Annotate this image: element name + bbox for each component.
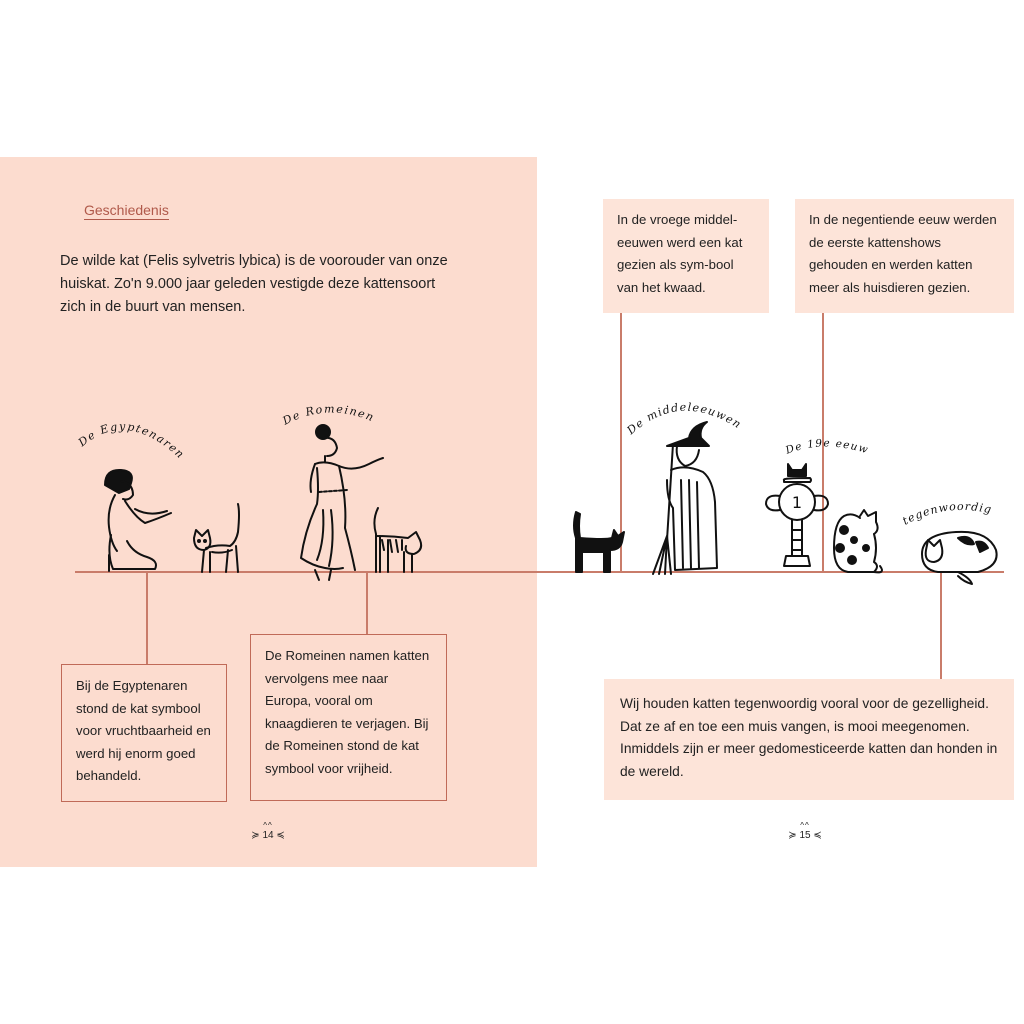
black-cat-illustration	[570, 508, 630, 574]
cat-ears-icon: ^^	[800, 821, 810, 830]
sleeping-cat-illustration	[918, 526, 1002, 588]
svg-text:tegenwoordig: tegenwoordig	[900, 499, 994, 528]
box-nineteenth: In de negentiende eeuw werden de eerste kattenshows gehouden en werden katten meer als huisdieren gezien.	[795, 199, 1014, 313]
svg-text:De 19e eeuw: De 19e eeuw	[784, 437, 871, 457]
connector-present	[940, 572, 942, 680]
cat-roman-illustration	[368, 506, 426, 576]
section-title: Geschiedenis	[84, 202, 169, 218]
box-romans: De Romeinen namen katten vervolgens mee naar Europa, vooral om knaagdieren te verjagen. Bij de Romeinen stond de kat symbool voor vrijheid.	[250, 634, 447, 801]
witch-illustration	[645, 420, 730, 575]
box-egyptians: Bij de Egyptenaren stond de kat symbool voor vruchtbaarheid en werd hij enorm goed behandeld.	[61, 664, 227, 802]
box-present: Wij houden katten tegenwoordig vooral voor de gezelligheid. Dat ze af en toe een muis vangen, is mooi meegenomen. Inmiddels zijn er meer gedomesticeerde katten dan honden in de wereld.	[604, 679, 1014, 800]
page-number-right: ^^ ≽ 15 ≼	[785, 822, 825, 841]
cat-egyptian-illustration	[188, 502, 248, 574]
spotted-cat-illustration	[830, 508, 890, 578]
connector-egyptians	[146, 572, 148, 664]
svg-text:De Romeinen: De Romeinen	[280, 402, 377, 428]
cat-ears-icon: ^^	[263, 821, 273, 830]
svg-text:De Egyptenaren: De Egyptenaren	[75, 420, 188, 462]
box-middle-ages: In de vroege middel-eeuwen werd een kat gezien als sym-bool van het kwaad.	[603, 199, 769, 313]
intro-text: De wilde kat (Felis sylvetris lybica) is de voorouder van onze huiskat. Zo'n 9.000 jaar geleden vestigde deze kattensoort zich in de buurt van mensen.	[60, 253, 448, 315]
svg-text:De middeleeuwen: De middeleeuwen	[624, 400, 745, 438]
egyptian-figure-illustration	[95, 465, 185, 575]
trophy-illustration	[762, 460, 832, 572]
page-number-left: ^^ ≽ 14 ≼	[248, 822, 288, 841]
trophy-number: 1	[791, 493, 803, 512]
